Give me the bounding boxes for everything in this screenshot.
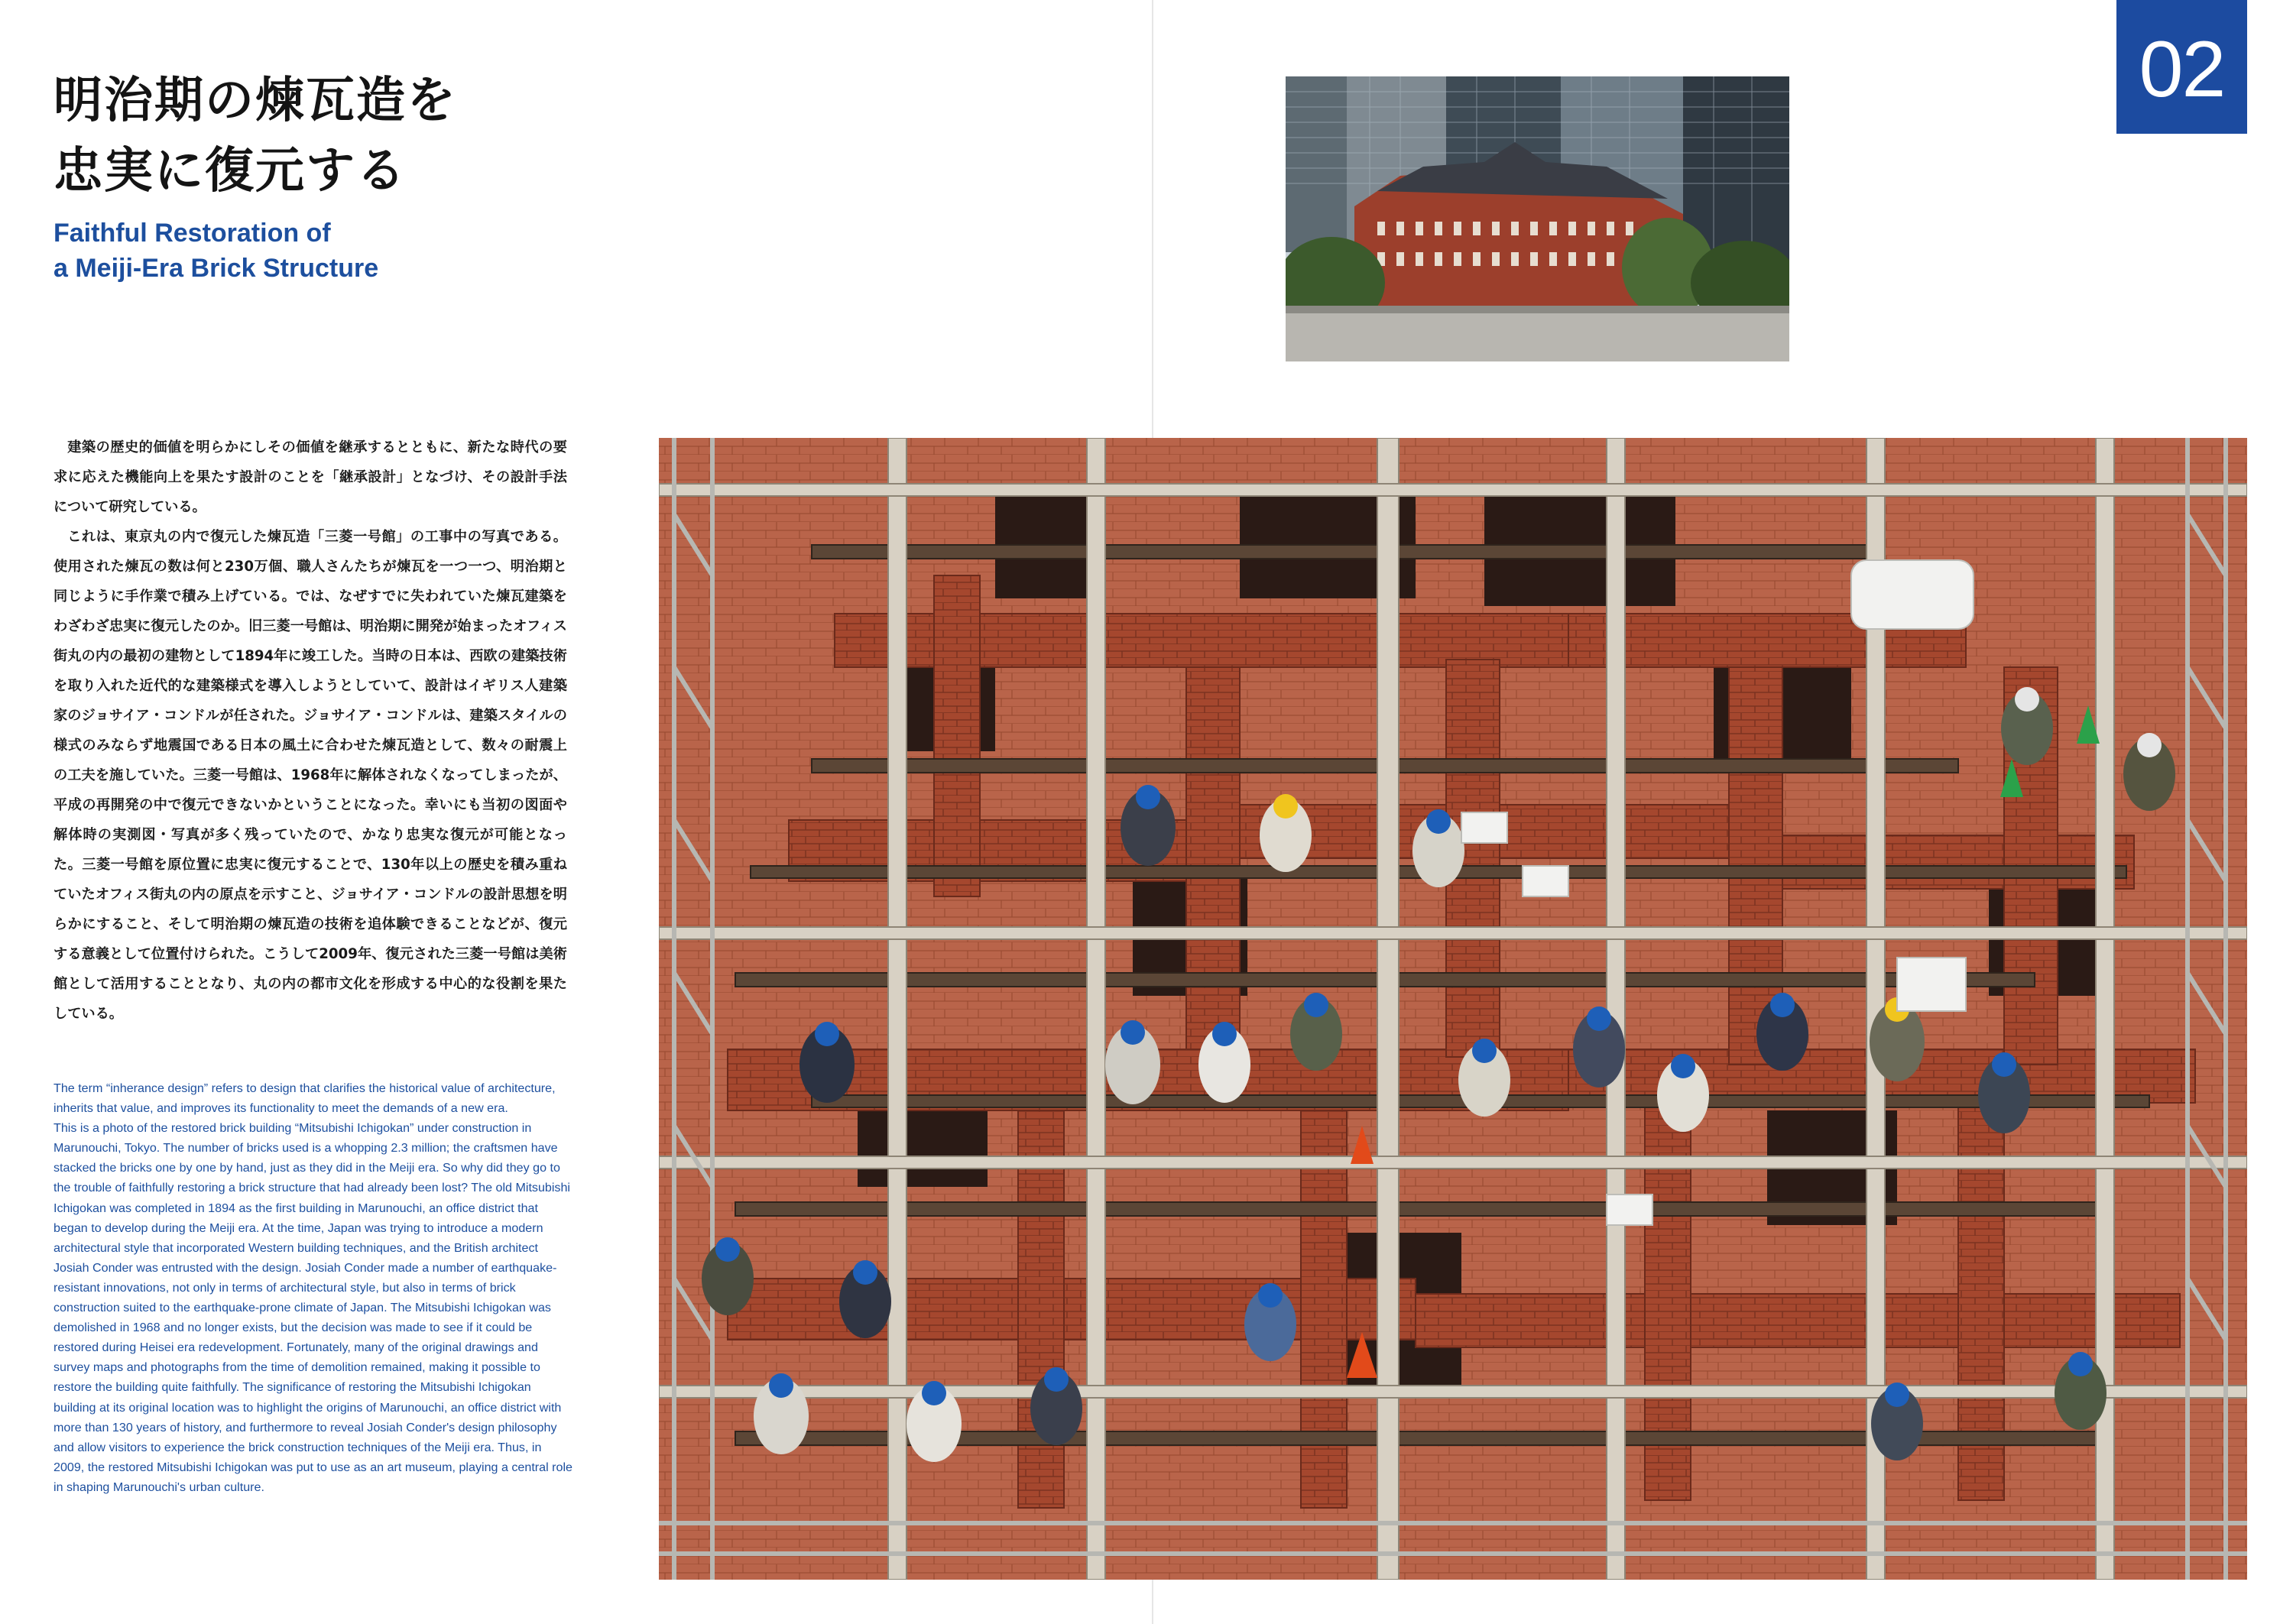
construction-site-photo xyxy=(659,438,2247,1580)
english-title xyxy=(54,216,634,286)
english-title-line-2: a Meiji-Era Brick Structure xyxy=(54,254,379,283)
restored-building-illustration xyxy=(1286,76,1789,361)
english-paragraph-2: This is a photo of the restored brick building “Mitsubishi Ichigokan” under construction in Marunouchi, Tokyo. The number of bricks used is a whopping 2.3 million; the craftsmen have stacked the bricks one by one by hand, just as they did in the Meiji era. So why did they go to the trouble of faithfully restoring a brick structure that had already been lost? The old Mitsubishi Ichigokan was completed in 1894 as the first building in Marunouchi, an office district that began to develop during the Meiji era. At the time, Japan was trying to introduce a modern architectural style that incorporated Western building techniques, and the British architect Josiah Conder was entrusted with the design. Josiah Conder made a number of earthquake-resistant innovations, not only in terms of architectural style, but also in terms of brick construction suited to the earthquake-prone climate of Japan. The Mitsubishi Ichigokan was demolished in 1968 and no longer exists, but the decision was made to see if it could be restored during Heisei era redevelopment. Fortunately, many of the original drawings and survey maps and photographs from the time of demolition remained, making it possible to restore the building quite faithfully. The significance of restoring the Mitsubishi Ichigokan building at its original location was to highlight the origins of Marunouchi, an office district with more than 130 years of history, and furthermore to reveal Josiah Conder's design philosophy and allow visitors to experience the brick construction techniques of the Meiji era. Thus, in 2009, the restored Mitsubishi Ichigokan was put to use as an art museum, playing a central role in shaping Marunouchi's urban culture. xyxy=(54,1121,572,1494)
construction-site-illustration xyxy=(659,438,2247,1580)
japanese-body-text xyxy=(54,433,567,1029)
english-title-line-1: Faithful Restoration of xyxy=(54,219,331,248)
japanese-title-line-1: 明治期の煉瓦造を xyxy=(54,73,457,129)
japanese-title-line-2: 忠実に復元する xyxy=(54,143,407,199)
japanese-paragraph-1: 建築の歴史的価値を明らかにしその価値を継承するとともに、新たな時代の要求に応えた機能向上を果たす設計のことを「継承設計」となづけ、その設計手法について研究している。 xyxy=(54,439,567,515)
english-paragraph-1: The term “inherance design” refers to design that clarifies the historical value of architecture, inherits that value, and improves its functionality to meet the demands of a new era. xyxy=(54,1081,556,1116)
restored-building-photo xyxy=(1286,76,1789,361)
japanese-title xyxy=(54,66,634,206)
english-body-text xyxy=(54,1078,573,1497)
page-number-badge: 02 xyxy=(2116,0,2247,134)
japanese-paragraph-2: これは、東京丸の内で復元した煉瓦造「三菱一号館」の工事中の写真である。使用された煉瓦の数は何と230万個、職人さんたちが煉瓦を一つ一つ、明治期と同じように手作業で積み上げている。では、なぜすでに失われていた煉瓦建築をわざわざ忠実に復元したのか。旧三菱一号館は、明治期に開発が始まったオフィス街丸の内の最初の建物として1894年に竣工した。当時の日本は、西欧の建築技術を取り入れた近代的な建築様式を導入しようとしていて、設計はイギリス人建築家のジョサイア・コンドルが任された。ジョサイア・コンドルは、建築スタイルの様式のみならず地震国である日本の風土に合わせた煉瓦造として、数々の耐震上の工夫を施していた。三菱一号館は、1968年に解体されなくなってしまったが、平成の再開発の中で復元できないかということになった。幸いにも当初の図面や解体時の実測図・写真が多く残っていたので、かなり忠実な復元が可能となった。三菱一号館を原位置に忠実に復元することで、130年以上の歴史を積み重ねていたオフィス街丸の内の原点を示すこと、ジョサイア・コンドルの設計思想を明らかにすること、そして明治期の煉瓦造の技術を追体験できることなどが、復元する意義として位置付けられた。こうして2009年、復元された三菱一号館は美術館として活用することとなり、丸の内の都市文化を形成する中心的な役割を果たしている。 xyxy=(54,529,567,1022)
